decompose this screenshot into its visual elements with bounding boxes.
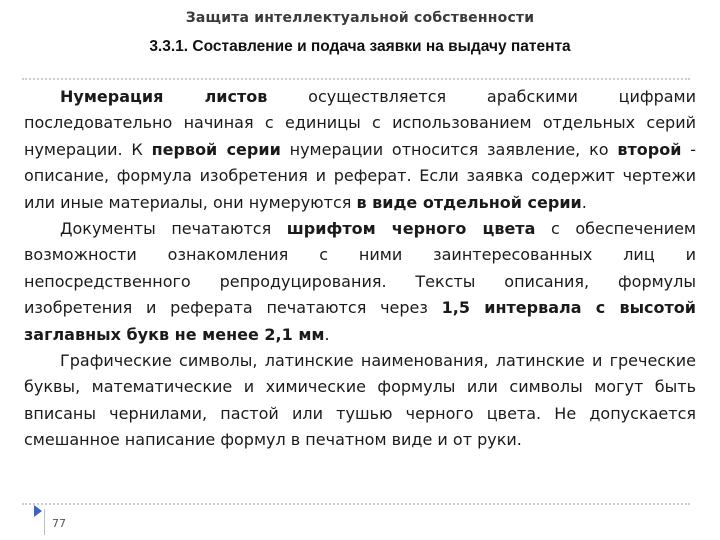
text-run: 1,5 интервала с высотой заглавных букв не менее 2,1 мм	[24, 298, 696, 344]
text-run: .	[324, 324, 330, 344]
text-run: осуществляется арабскими цифрами последовательно начиная с единицы с использованием отдельных серий нумерации. К	[24, 87, 697, 159]
presentation-title: Защита интеллектуальной собственности	[185, 10, 535, 26]
text-run: Графические символы, латинские наименования, латинские и греческие буквы, математические и химические формулы или символы могут быть вписаны чернилами, пастой или тушью черного цвета. Не допускается смешанное написание формул в печатном виде и от руки.	[24, 351, 696, 450]
text-run: .	[581, 192, 587, 212]
body-text	[24, 84, 696, 454]
text-run: шрифтом черного цвета	[286, 219, 536, 239]
text-run: - описание, формула изобретения и реферат. Если заявка содержит чертежи или иные материалы, они нумеруются	[24, 139, 696, 212]
paragraph-1	[24, 84, 696, 216]
section-title: 3.3.1. Составление и подача заявки на выдачу патента	[149, 38, 571, 55]
bottom-divider	[22, 503, 690, 505]
text-run: Нумерация листов	[60, 87, 268, 106]
top-divider	[22, 78, 690, 80]
footer-vertical-line	[44, 509, 45, 535]
text-run: в виде отдельной серии	[356, 192, 582, 212]
text-run: второй	[617, 139, 682, 159]
page-number: 77	[52, 517, 66, 530]
text-run: Документы печатаются	[60, 219, 287, 239]
triangle-right-icon	[34, 505, 42, 517]
text-run: нумерации относится заявление, ко	[280, 139, 618, 159]
text-run: с обеспечением возможности ознакомления с ними заинтересованных лиц и непосредственного репродуцирования. Тексты описания, формулы изобретения и реферата печатаются через	[24, 219, 697, 318]
paragraph-2	[24, 216, 696, 348]
paragraph-3	[24, 348, 696, 454]
text-run: первой серии	[151, 139, 281, 159]
